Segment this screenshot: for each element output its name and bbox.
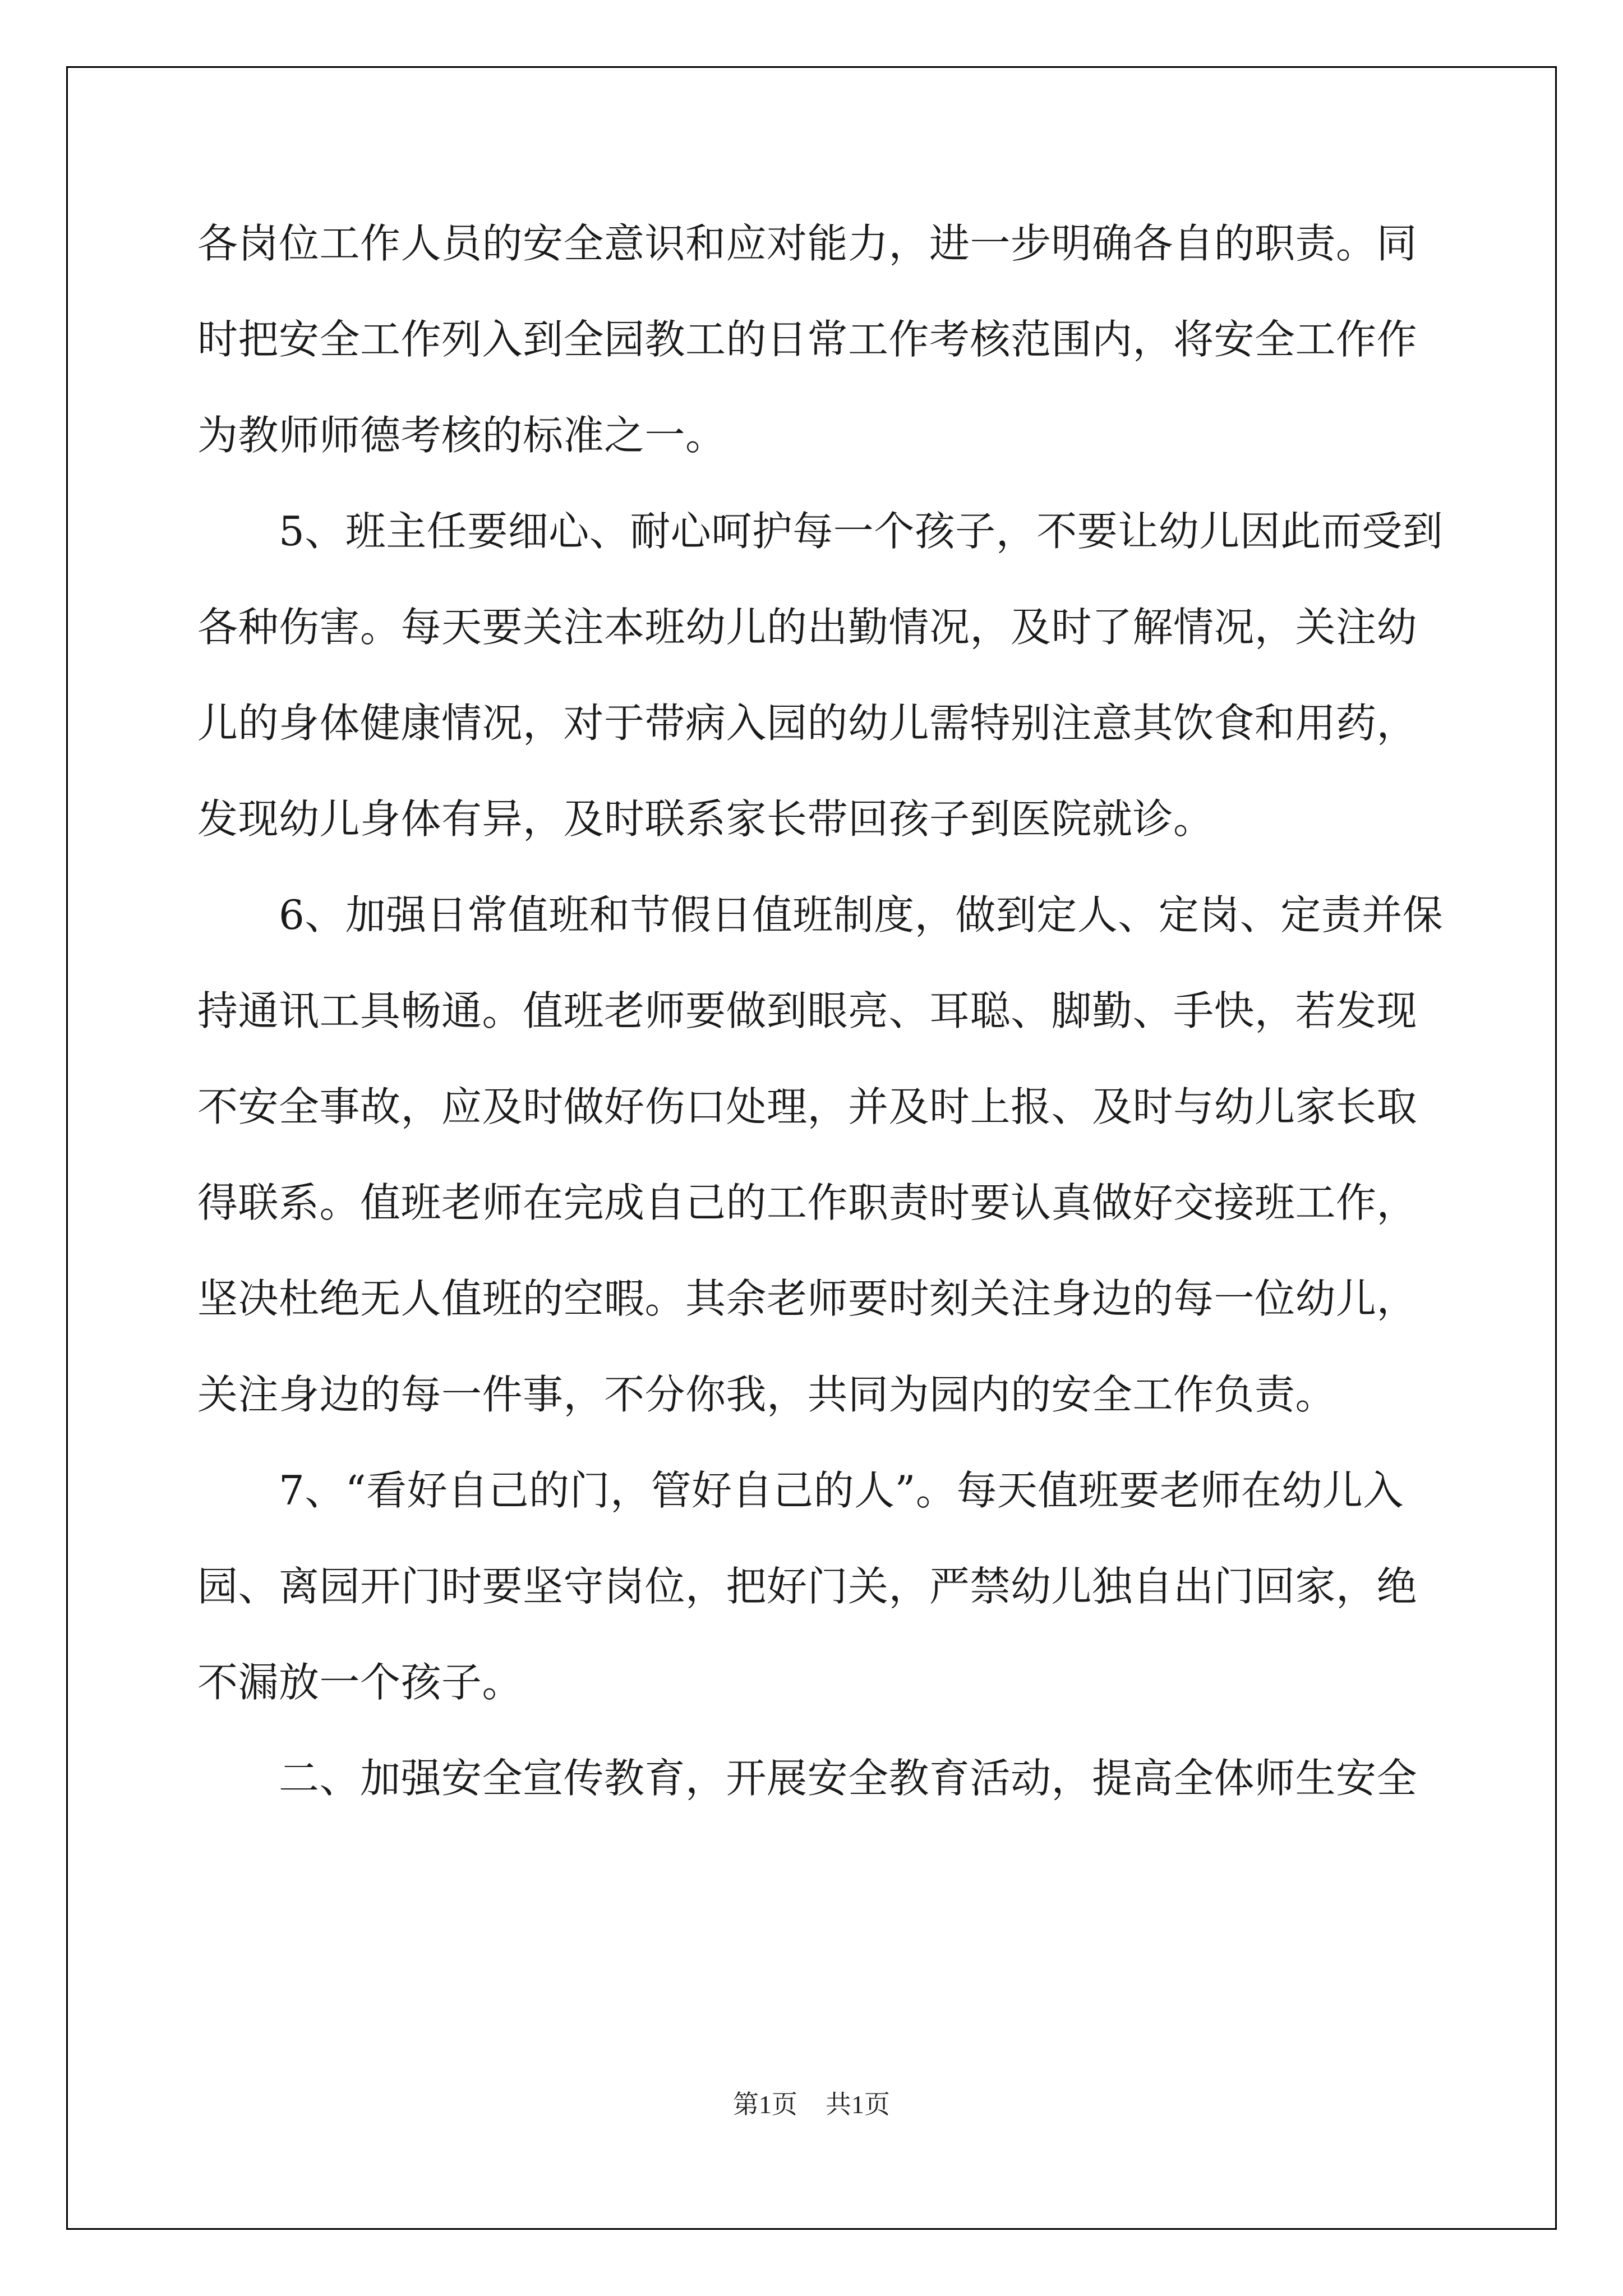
text-line: 发现幼儿身体有异，及时联系家长带回孩子到医院就诊。 (197, 795, 1214, 843)
text-line: 持通讯工具畅通。值班老师要做到眼亮、耳聪、脚勤、手快，若发现 (197, 987, 1418, 1034)
text-line: 不安全事故，应及时做好伤口处理，并及时上报、及时与幼儿家长取 (197, 1083, 1418, 1130)
page-footer (0, 2084, 1623, 2121)
text-line: 不漏放一个孩子。 (197, 1659, 523, 1706)
text-line: 儿的身体健康情况，对于带病入园的幼儿需特别注意其饮食和用药， (197, 700, 1418, 747)
text-line: 5、班主任要细心、耐心呵护每一个孩子，不要让幼儿因此而受到 (197, 508, 1444, 555)
text-line: 坚决杜绝无人值班的空暇。其余老师要时刻关注身边的每一位幼儿， (197, 1275, 1418, 1322)
text-line: 得联系。值班老师在完成自己的工作职责时要认真做好交接班工作， (197, 1179, 1418, 1226)
document-body (197, 208, 1444, 1838)
text-line: 二、加强安全宣传教育，开展安全教育活动，提高全体师生安全 (197, 1755, 1418, 1802)
text-line: 时把安全工作列入到全园教工的日常工作考核范围内，将安全工作作 (197, 316, 1418, 363)
text-line: 7、“看好自己的门，管好自己的人”。每天值班要老师在幼儿入 (197, 1467, 1404, 1514)
page-total: 共1页 (826, 2090, 890, 2119)
text-line: 6、加强日常值班和节假日值班制度，做到定人、定岗、定责并保 (197, 891, 1444, 938)
text-line: 各种伤害。每天要关注本班幼儿的出勤情况，及时了解情况，关注幼 (197, 604, 1418, 651)
text-line: 为教师师德考核的标准之一。 (197, 412, 726, 459)
page-number: 第1页 (733, 2090, 797, 2119)
text-line: 各岗位工作人员的安全意识和应对能力，进一步明确各自的职责。同 (197, 220, 1418, 267)
text-line: 关注身边的每一件事，不分你我，共同为园内的安全工作负责。 (197, 1371, 1336, 1418)
text-line: 园、离园开门时要坚守岗位，把好门关，严禁幼儿独自出门回家，绝 (197, 1563, 1418, 1610)
